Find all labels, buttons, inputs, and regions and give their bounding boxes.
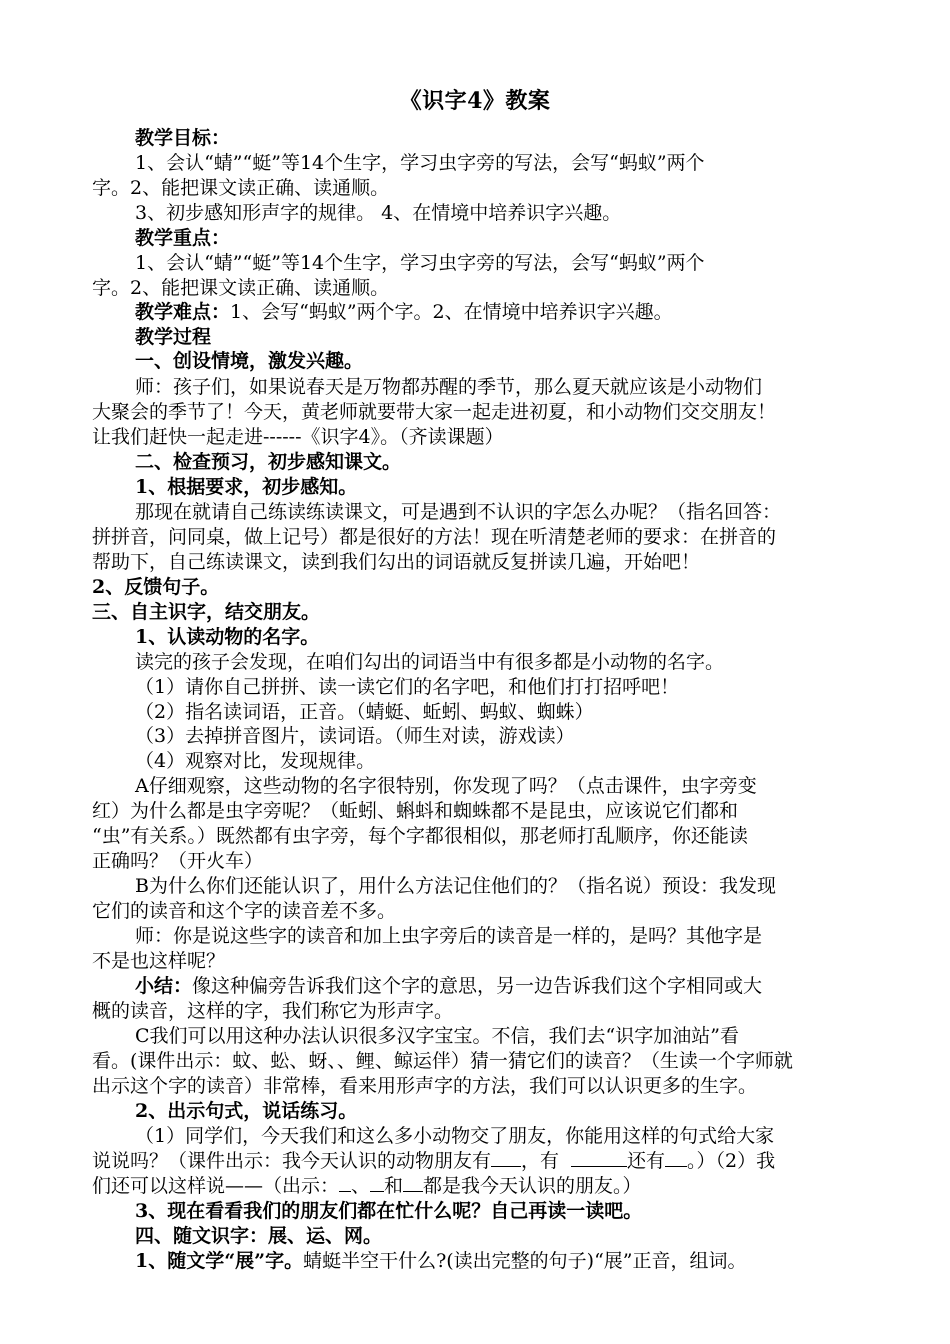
- goals-line-3: 3、初步感知形声字的规律。 4、在情境中培养识字兴趣。: [135, 202, 622, 224]
- section-3-line-1: 读完的孩子会发现，在咱们勾出的词语当中有很多都是小动物的名字。: [135, 651, 725, 673]
- fill-blank: [339, 1191, 351, 1192]
- key-points-line-2: 字。2、能把课文读正确、读通顺。: [92, 277, 390, 299]
- section-3-a-line-3: “虫”有关系。）既然都有虫字旁，每个字都很相似，那老师打乱顺序，你还能读: [92, 825, 748, 847]
- goals-heading: 教学目标：: [135, 127, 231, 149]
- fill-blank: [370, 1191, 384, 1192]
- section-3-point-3: （3）去掉拼音图片，读词语。（师生对读，游戏读）: [135, 725, 575, 747]
- section-2-line-2: 拼拼音，问同桌，做上记号）都是很好的方法！现在听清楚老师的要求：在拼音的: [92, 526, 777, 548]
- section-3-point-2: （2）指名读词语，正音。（蜻蜓、蚯蚓、蚂蚁、蜘蛛）: [135, 701, 594, 723]
- section-3-c-line-2: 看。(课件出示：蚊、蚣、蚜、、鲤、鲸运伴）猜一猜它们的读音？（生读一个字师就: [92, 1050, 793, 1072]
- difficulty-line: [135, 300, 673, 324]
- summary-line-1: [135, 974, 762, 998]
- fill-blank: [403, 1191, 423, 1192]
- section-3-sub-2: 2、出示句式，说话练习。: [135, 1100, 358, 1122]
- section-2-sub-2: 2、反馈句子。: [92, 576, 220, 598]
- fill-blank: [491, 1166, 521, 1167]
- summary-label: 小结：: [135, 975, 193, 997]
- section-3-c-line-3: 出示这个字的读音）非常棒，看来用形声字的方法，我们可以认识更多的生字。: [92, 1075, 758, 1097]
- section-2-heading: 二、检查预习，初步感知课文。: [135, 451, 402, 473]
- section-3-sub-3: 3、现在看看我们的朋友们都在忙什么呢？自己再读一读吧。: [135, 1200, 643, 1222]
- section-4-sub-1-title: 1、随文学“展”字。: [135, 1250, 304, 1272]
- section-3-q-line-1: （1）同学们，今天我们和这么多小动物交了朋友，你能用这样的句式给大家: [135, 1125, 775, 1147]
- section-3-point-1: （1）请你自己拼拼、读一读它们的名字吧，和他们打打招呼吧！: [135, 676, 680, 698]
- difficulty-heading: 教学难点：: [135, 301, 231, 323]
- summary-text-1: 像这种偏旁告诉我们这个字的意思，另一边告诉我们这个字相同或大: [192, 975, 763, 997]
- section-2-sub-1: 1、根据要求，初步感知。: [135, 476, 358, 498]
- section-3-point-4: （4）观察对比，发现规律。: [135, 750, 376, 772]
- fill-blank: [665, 1166, 687, 1167]
- section-3-heading: 三、自主识字，结交朋友。: [92, 601, 321, 623]
- section-1-heading: 一、创设情境，激发兴趣。: [135, 350, 364, 372]
- q2-part-a: 说说吗？（课件出示：我今天认识的动物朋友有: [92, 1150, 492, 1172]
- section-3-q-line-3: [92, 1174, 642, 1198]
- process-heading: 教学过程: [135, 326, 212, 348]
- section-1-line-3: 让我们赶快一起走进------《识字4》。（齐读课题）: [92, 426, 504, 448]
- section-1-line-1: 师：孩子们，如果说春天是万物都苏醒的季节，那么夏天就应该是小动物们: [135, 376, 763, 398]
- q3-part-a: 们还可以这样说——（出示：: [92, 1175, 340, 1197]
- section-1-line-2: 大聚会的季节了！今天，黄老师就要带大家一起走进初夏，和小动物们交交朋友！: [92, 401, 777, 423]
- section-3-c-line-1: C我们可以用这种办法认识很多汉字宝宝。不信，我们去“识字加油站”看: [135, 1025, 739, 1047]
- q2-part-b: ，有: [521, 1150, 560, 1172]
- q2-part-c: 还有: [627, 1150, 666, 1172]
- section-3-teacher-line-1: 师：你是说这些字的读音和加上虫字旁后的读音是一样的，是吗？其他字是: [135, 925, 763, 947]
- section-3-teacher-line-2: 不是也这样呢？: [92, 950, 226, 972]
- section-2-line-1: 那现在就请自己练读练读课文，可是遇到不认识的字怎么办呢？（指名回答：: [135, 501, 782, 523]
- q3-part-b: 、: [351, 1175, 371, 1197]
- section-3-a-line-4: 正确吗？（开火车）: [92, 850, 264, 872]
- section-3-b-line-2: 它们的读音和这个字的读音差不多。: [92, 900, 397, 922]
- section-4-heading: 四、随文识字：展、运、网。: [135, 1225, 383, 1247]
- summary-line-2: 概的读音，这样的字，我们称它为形声字。: [92, 1000, 454, 1022]
- key-points-line-1: 1、会认“蜻”“蜓”等14个生字，学习虫字旁的写法，会写“蚂蚁”两个: [135, 252, 705, 274]
- section-3-a-line-2: 红）为什么都是虫字旁呢？（蚯蚓、蝌蚪和蜘蛛都不是昆虫，应该说它们都和: [92, 800, 739, 822]
- section-3-a-line-1: A仔细观察，这些动物的名字很特别，你发现了吗？（点击课件，虫字旁变: [135, 775, 757, 797]
- section-3-sub-1: 1、认读动物的名字。: [135, 626, 320, 648]
- section-4-sub-1-text: 蜻蜓半空干什么?(读出完整的句子)“展”正音，组词。: [303, 1250, 747, 1272]
- q3-part-c: 和: [384, 1175, 404, 1197]
- goals-line-1: 1、会认“蜻”“蜓”等14个生字，学习虫字旁的写法，会写“蚂蚁”两个: [135, 152, 705, 174]
- section-3-b-line-1: B为什么你们还能认识了，用什么方法记住他们的？（指名说）预设：我发现: [135, 875, 776, 897]
- q3-part-d: 都是我今天认识的朋友。）: [423, 1175, 642, 1197]
- section-2-line-3: 帮助下，自己练读课文，读到我们勾出的词语就反复拼读几遍，开始吧！: [92, 551, 701, 573]
- key-points-heading: 教学重点：: [135, 227, 231, 249]
- q2-part-d: 。）（2）我: [687, 1150, 776, 1172]
- fill-blank: [571, 1166, 627, 1167]
- document-title: 《识字4》教案: [399, 88, 551, 114]
- goals-line-2: 字。2、能把课文读正确、读通顺。: [92, 177, 390, 199]
- section-3-q-line-2: [92, 1149, 775, 1173]
- section-4-sub-1: [135, 1249, 747, 1273]
- difficulty-text: 1、会写“蚂蚁”两个字。2、在情境中培养识字兴趣。: [230, 301, 673, 323]
